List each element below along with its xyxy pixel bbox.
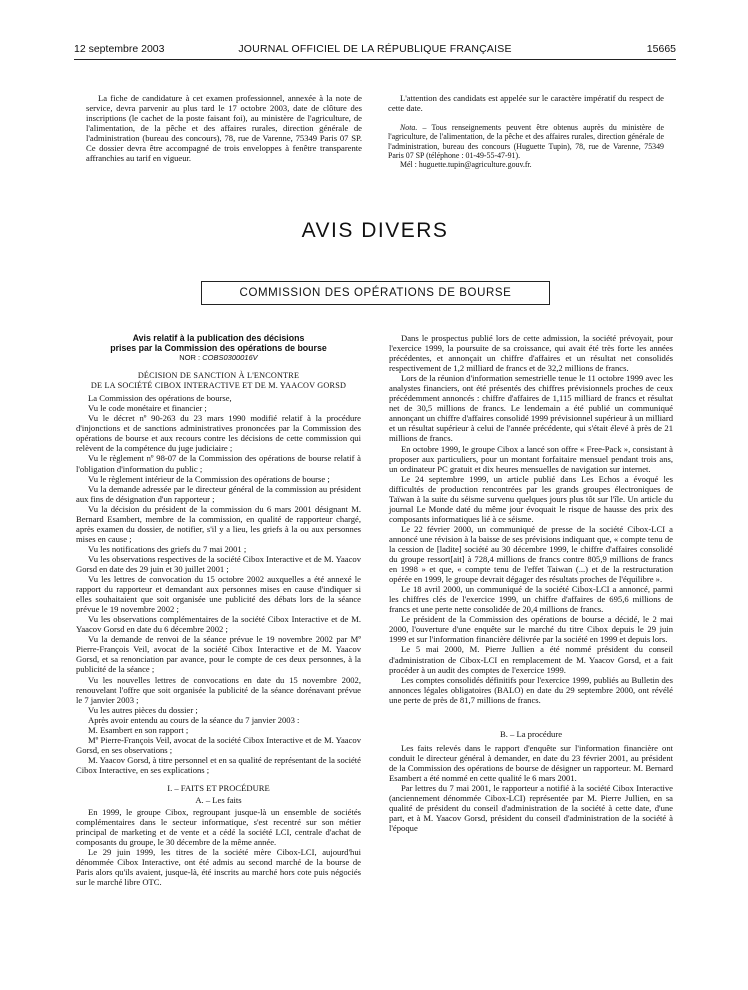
top-right-column [388, 93, 664, 170]
paragraph: M. Esambert en son rapport ; [88, 724, 189, 735]
paragraph: Les faits relevés dans le rapport d'enquête sur l'information financière ont conduit le directeur général à demander, en date du 23 février 2001, au président de la Commission des opérations de bourse de désigner un rapporteur. M. Bernard Esambert a été nommé en cette qualité le 6 mars 2001. [389, 742, 673, 783]
paragraph: Vu le règlement nº 98-07 de la Commission des opérations de bourse relatif à l'obligation d'information du public ; [76, 453, 361, 474]
nor-value: COBS0300016V [202, 353, 258, 362]
faits-paragraphs [76, 807, 361, 887]
paragraph: Vu le code monétaire et financier ; [88, 403, 207, 414]
paragraph: Vu les nouvelles lettres de convocations en date du 15 novembre 2002, renouvelant l'offre que soit organisée la publicité de la séance dorénavant prévue le 7 janvier 2003 ; [76, 674, 361, 705]
section-faits-title: A. – Les faits [195, 794, 242, 805]
paragraph: Vu la demande de renvoi de la séance prévue le 19 novembre 2002 par Mº Pierre-François Veil, avocat de la société Cibox Interactive et de M. Yaacov Gorsd, et sa renonciation par avance, pour le compte de ces deux personnes, à la publicité de la séance ; [76, 634, 361, 675]
paragraph: Vu les notifications des griefs du 7 mai 2001 ; [88, 543, 247, 554]
article-left-column [76, 333, 361, 887]
decision-title-line1: DÉCISION DE SANCTION À L'ENCONTRE [137, 371, 300, 380]
decision-title-line2: DE LA SOCIÉTÉ CIBOX INTERACTIVE ET DE M. YAACOV GORSD [90, 380, 347, 390]
mail-line: Mél : huguette.tupin@agriculture.gouv.fr. [400, 160, 532, 170]
paragraph: Le 22 février 2000, un communiqué de presse de la société Cibox-LCI a annoncé une révision à la baisse de ses prévisions indiquant que, « compte tenu de la cession de [ladite] société au 30 décembre 1999, le chiffre d'affaires consolidé du groupe ressort[ait] à 728,4 millions de francs contre 805,9 millions de francs en 1998 » et que, « compte tenu de l'effet Taiwan (...) et de la restructuration opérée en 1999, le groupe devrait dégager des résultats proches de l'équilibre ». [389, 523, 673, 585]
paragraph: Les comptes consolidés définitifs pour l'exercice 1999, publiés au Bulletin des annonces légales obligatoires (BALO) en date du 29 septembre 2000, ont révélé une perte de près de 81,7 millions de francs. [389, 674, 673, 705]
paragraph: Vu la demande adressée par le directeur général de la commission au président aux fins de désignation d'un rapporteur ; [76, 483, 361, 504]
visas-list [76, 393, 361, 775]
nor-reference: NOR : COBS0300016V [179, 353, 258, 362]
paragraph: Vu les lettres de convocation du 15 octobre 2002 auxquelles a été annexé le rapport du rapporteur et demandant aux personnes mises en cause d'indiquer si elles souhaitaient que soit organisée une publicité des débats lors de la séance prévue le 19 novembre 2002 ; [76, 574, 361, 615]
paragraph: Vu le décret nº 90-263 du 23 mars 1990 modifié relatif à la procédure d'injonctions et de sanctions administratives prononcées par la Commission des opérations de bourse et aux recours contre les décisions de cette commission qui relèvent de la compétence du juge judiciaire ; [76, 413, 361, 454]
article-title-line2: prises par la Commission des opérations de bourse [110, 343, 327, 353]
article-title-line1: Avis relatif à la publication des décisions [132, 333, 305, 343]
paragraph: Vu les observations complémentaires de la société Cibox Interactive et de M. Yaacov Gorsd en date du 6 décembre 2002 ; [76, 614, 361, 635]
paragraph: M. Yaacov Gorsd, à titre personnel et en sa qualité de représentant de la société Cibox Interactive, en ses explications ; [76, 754, 361, 775]
commission-heading-box: COMMISSION DES OPÉRATIONS DE BOURSE [201, 281, 550, 305]
header-date: 12 septembre 2003 [74, 43, 165, 55]
section-faits-procedure-title: I. – FAITS ET PROCÉDURE [167, 782, 270, 793]
section-procedure-title: B. – La procédure [499, 728, 563, 739]
attention-paragraph: L'attention des candidats est appelée sur le caractère impératif du respect de cette date. [388, 93, 664, 114]
paragraph: Par lettres du 7 mai 2001, le rapporteur a notifié à la société Cibox Interactive (anciennement dénommée Cibox-LCI) représentée par M. Pierre Jullien, en sa qualité de président du conseil d'administration de la société à cette date, d'une part, et à M. Yaacov Gorsd, président du conseil d'administration de la société à l'époque [389, 782, 673, 834]
avis-divers-title: AVIS DIVERS [301, 219, 449, 242]
paragraph: Le 5 mai 2000, M. Pierre Jullien a été nommé président du conseil d'administration de Cibox-LCI en remplacement de M. Yaacov Gorsd, et a fait procéder à un audit des comptes de l'exercice 1999. [389, 644, 673, 675]
article-right-column [389, 333, 673, 833]
nota-label: Nota. [400, 123, 418, 133]
candidature-paragraph: La fiche de candidature à cet examen professionnel, annexée à la note de service, devra parvenir au plus tard le 17 octobre 2003, date de clôture des inscriptions (le cachet de la poste faisant foi), au ministère de l'agriculture, de l'alimentation, de la pêche et des affaires rurales, direction générale de l'administration (bureau des concours), 78, rue de Varenne, 75349 Paris 07 SP. Ce dossier devra être accompagné de trois enveloppes à fenêtre transparente affranchies au tarif en vigueur. [86, 93, 362, 164]
paragraph: Le 24 septembre 1999, un article publié dans Les Echos a évoqué les difficultés de production rencontrées par les grands groupes électroniques de Taïwan à la suite du séisme survenu quelques jours plus tôt sur l'île. Un article du journal Le Monde daté du même jour évoquait le risque de hausse des prix des composants informatiques lié à ce séisme. [389, 473, 673, 524]
paragraph: En octobre 1999, le groupe Cibox a lancé son offre « Free-Pack », consistant à proposer aux particuliers, pour un montant forfaitaire mensuel pendant trois ans, un ordinateur PC gratuit et dix heures mensuelles de navigation sur internet. [389, 443, 673, 474]
paragraph: La Commission des opérations de bourse, [88, 393, 232, 404]
page-header [74, 43, 676, 57]
header-rule [74, 59, 676, 60]
procedure-paragraphs [389, 743, 673, 833]
header-page-number: 15665 [646, 43, 676, 55]
top-left-column [86, 93, 362, 163]
nota-text: – Tous renseignements peuvent être obtenus auprès du ministère de l'agriculture, de l'alimentation, de la pêche et des affaires rurales, direction générale de l'administration, bureau des concours (Huguette Tupin), 78, rue de Varenne, 75349 Paris 07 SP (téléphone : 01-49-55-47-91). [388, 123, 664, 160]
paragraph: Vu les observations respectives de la société Cibox Interactive et de M. Yaacov Gorsd en date des 29 juin et 30 juillet 2001 ; [76, 553, 361, 574]
faits-continued-paragraphs [389, 333, 673, 705]
paragraph: Lors de la réunion d'information semestrielle tenue le 11 octobre 1999 avec les analystes financiers, ont été présentés des chiffres prévisionnels proches de ceux précédemment annoncés : chiffre d'affaires de 1,115 milliard de francs et résultat net de 30,5 millions de francs. Le lendemain a été publié un communiqué annonçant un chiffre d'affaires consolidé 1999 prévisionnel supérieur à un milliard et un résultat supérieur à celui de l'année précédente, qui s'était élevé à près de 21 millions de francs. [389, 373, 673, 444]
header-journal-title: JOURNAL OFFICIEL DE LA RÉPUBLIQUE FRANÇAISE [238, 43, 512, 55]
paragraph: Le 29 juin 1999, les titres de la société mère Cibox-LCI, aujourd'hui dénommée Cibox Interactive, ont été admis au second marché de la bourse de Paris alors qu'ils avaient, jusque-là, été inscrits au marché hors cote puis négociés sur le marché libre OTC. [76, 847, 361, 888]
paragraph: Le président de la Commission des opérations de bourse a décidé, le 2 mai 2000, l'ouverture d'une enquête sur le marché du titre Cibox depuis le 29 juin 1999 et sur l'information financière délivrée par la société en 1999 et depuis lors. [389, 614, 673, 645]
nota-paragraph [388, 123, 664, 160]
paragraph: Après avoir entendu au cours de la séance du 7 janvier 2003 : [88, 714, 300, 725]
paragraph: Mº Pierre-François Veil, avocat de la société Cibox Interactive et de M. Yaacov Gorsd, en ses observations ; [76, 734, 361, 755]
paragraph: Le 18 avril 2000, un communiqué de la société Cibox-LCI a annoncé, parmi les chiffres clés de l'exercice 1999, un chiffre d'affaires de 695,6 millions de francs et une perte nette consolidée de 20,4 millions de francs. [389, 584, 673, 615]
paragraph: Vu la décision du président de la commission du 6 mars 2001 désignant M. Bernard Esambert, membre de la commission, en qualité de rapporteur chargé, après examen du dossier, de notifier, s'il y a lieu, les griefs à la ou aux personnes mises en cause ; [76, 503, 361, 544]
paragraph: Dans le prospectus publié lors de cette admission, la société prévoyait, pour l'exercice 1999, la poursuite de sa croissance, qui avait été très forte les années précédentes, et annonçait un chiffre d'affaires et un résultat net consolidés respectivement de 1,2 milliard de francs et de 32,2 millions de francs. [389, 333, 673, 374]
paragraph: Vu le règlement intérieur de la Commission des opérations de bourse ; [88, 473, 330, 484]
paragraph: En 1999, le groupe Cibox, regroupant jusque-là un ensemble de sociétés complémentaires dans le secteur informatique, s'est recentré sur son métier principal de marketing et de vente et a cédé la société LCI, centrale d'achat de composants du groupe, le 30 décembre de la même année. [76, 806, 361, 848]
paragraph: Vu les autres pièces du dossier ; [88, 704, 198, 715]
